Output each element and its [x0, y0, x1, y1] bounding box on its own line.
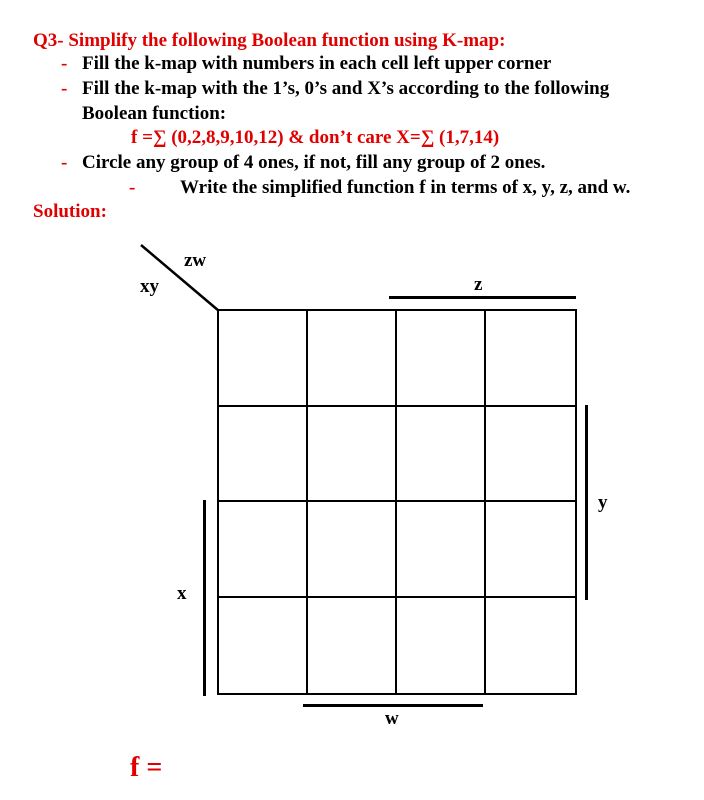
bullet-fill-values-cont: Boolean function: — [82, 103, 227, 124]
kmap-cell[interactable] — [486, 598, 575, 694]
kmap-cell[interactable] — [219, 407, 308, 503]
bullet-write-function: Write the simplified function f in terms of x, y, z, and w. — [180, 177, 631, 198]
kmap-cell[interactable] — [219, 502, 308, 598]
kmap-bar-w — [303, 704, 483, 707]
kmap-label-y: y — [598, 492, 608, 513]
kmap-cell[interactable] — [219, 311, 308, 407]
kmap-bar-y — [585, 405, 588, 600]
kmap-cell[interactable] — [308, 407, 397, 503]
kmap-cell[interactable] — [486, 407, 575, 503]
kmap-label-x: x — [177, 583, 187, 604]
kmap-label-z: z — [474, 274, 483, 295]
kmap-cell[interactable] — [397, 598, 486, 694]
answer-f-label: f = — [130, 752, 163, 783]
bullet-dash-2: - — [61, 78, 68, 99]
bullet-fill-values: Fill the k-map with the 1’s, 0’s and X’s according to the following — [82, 78, 610, 99]
bullet-dash-3: - — [61, 152, 68, 173]
kmap-cell[interactable] — [397, 502, 486, 598]
bullet-fill-numbers: Fill the k-map with numbers in each cell left upper corner — [82, 53, 552, 74]
kmap-grid — [217, 309, 577, 695]
solution-label: Solution: — [33, 201, 107, 222]
bullet-circle-groups: Circle any group of 4 ones, if not, fill any group of 2 ones. — [82, 152, 546, 173]
bullet-dash-4: - — [129, 177, 136, 198]
kmap-bar-x — [203, 500, 206, 696]
kmap-cell[interactable] — [308, 311, 397, 407]
kmap-corner-xy: xy — [140, 276, 159, 297]
kmap-corner-zw: zw — [184, 250, 207, 271]
kmap-cell[interactable] — [308, 598, 397, 694]
kmap-cell[interactable] — [486, 502, 575, 598]
kmap-cell[interactable] — [219, 598, 308, 694]
bullet-dash-1: - — [61, 53, 68, 74]
boolean-function: f =∑ (0,2,8,9,10,12) & don’t care X=∑ (1,7,14) — [131, 127, 500, 148]
kmap-cell[interactable] — [486, 311, 575, 407]
kmap-cell[interactable] — [308, 502, 397, 598]
question-title-text: Q3- Simplify the following Boolean function using K-map: — [33, 30, 506, 51]
kmap-bar-z — [389, 296, 576, 299]
kmap-cell[interactable] — [397, 311, 486, 407]
kmap-label-w: w — [385, 708, 399, 729]
kmap-cell[interactable] — [397, 407, 486, 503]
